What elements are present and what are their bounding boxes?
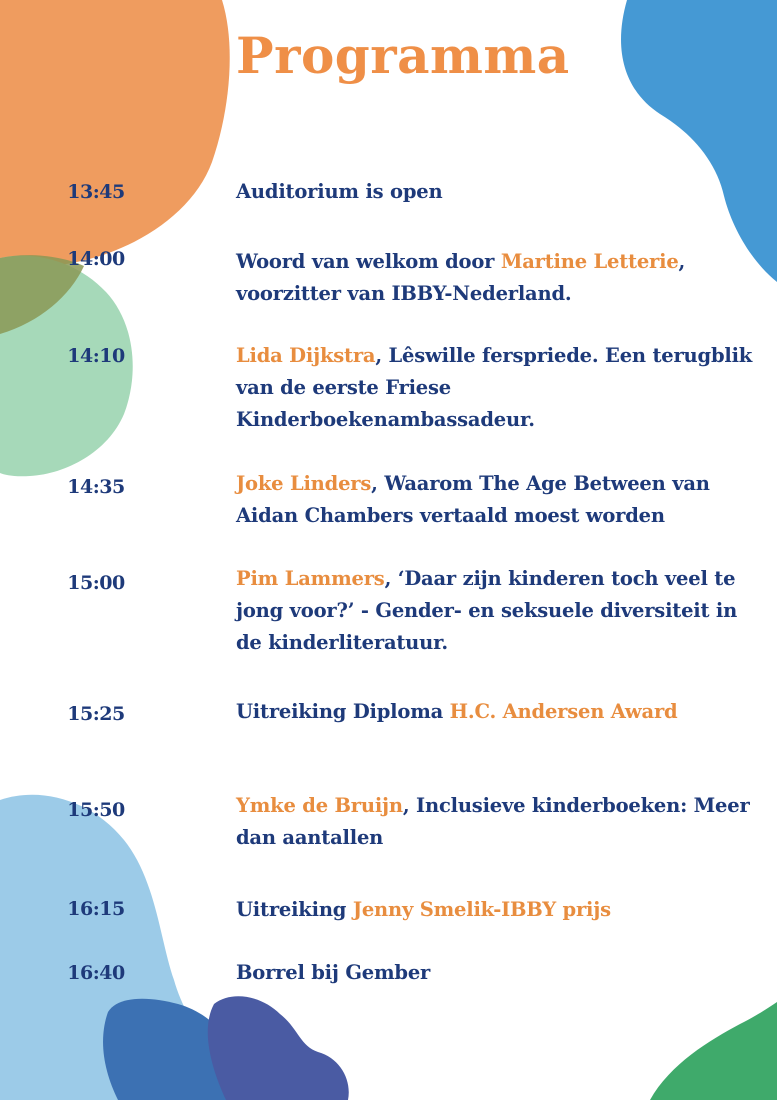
page-title: Programma [236,26,570,85]
speaker-name: Pim Lammers [236,567,385,590]
program-time: 14:00 [67,248,125,270]
program-time: 15:00 [67,572,125,594]
description-text: Uitreiking Diploma [236,700,450,723]
award-name: Jenny Smelik-IBBY prijs [352,898,611,921]
description-text: Woord van welkom door [236,250,501,273]
green-blob-bottom [650,1002,777,1100]
dark-blue-blob [208,996,349,1100]
description-text: , ‘Daar zijn kinderen toch veel te jong voor?’ - Gender- en seksuele diversiteit in de kinderliteratuur. [236,567,738,654]
speaker-name: Martine Letterie [500,250,679,273]
blue-blob-top [621,0,777,282]
program-description [236,176,756,208]
program-time: 14:35 [67,476,125,498]
award-name: H.C. Andersen Award [449,700,678,723]
description-text: Uitreiking [236,898,353,921]
orange-blob [0,0,230,268]
program-description [236,563,756,659]
program-description [236,246,756,310]
program-description [236,696,756,728]
speaker-name: Lida Dijkstra [236,344,376,367]
program-description [236,468,756,532]
program-time: 15:25 [67,703,125,725]
description-text: Borrel bij Gember [236,961,431,984]
description-text: , Lêswille ferspriede. Een terugblik van de eerste Friese Kinderboekenambassadeur. [236,344,753,431]
program-description [236,957,756,989]
program-time: 13:45 [67,181,125,203]
speaker-name: Joke Linders [236,472,372,495]
program-time: 16:15 [67,898,125,920]
description-text: , voorzitter van IBBY-Nederland. [236,250,686,305]
description-text: , Waarom The Age Between van Aidan Chambers vertaald moest worden [236,472,710,527]
description-text: Auditorium is open [236,180,443,203]
program-description [236,340,756,436]
speaker-name: Ymke de Bruijn [236,794,403,817]
program-time: 14:10 [67,345,125,367]
program-time: 15:50 [67,799,125,821]
program-time: 16:40 [67,962,125,984]
program-description [236,790,756,854]
description-text: , Inclusieve kinderboeken: Meer dan aantallen [236,794,750,849]
program-description [236,894,756,926]
